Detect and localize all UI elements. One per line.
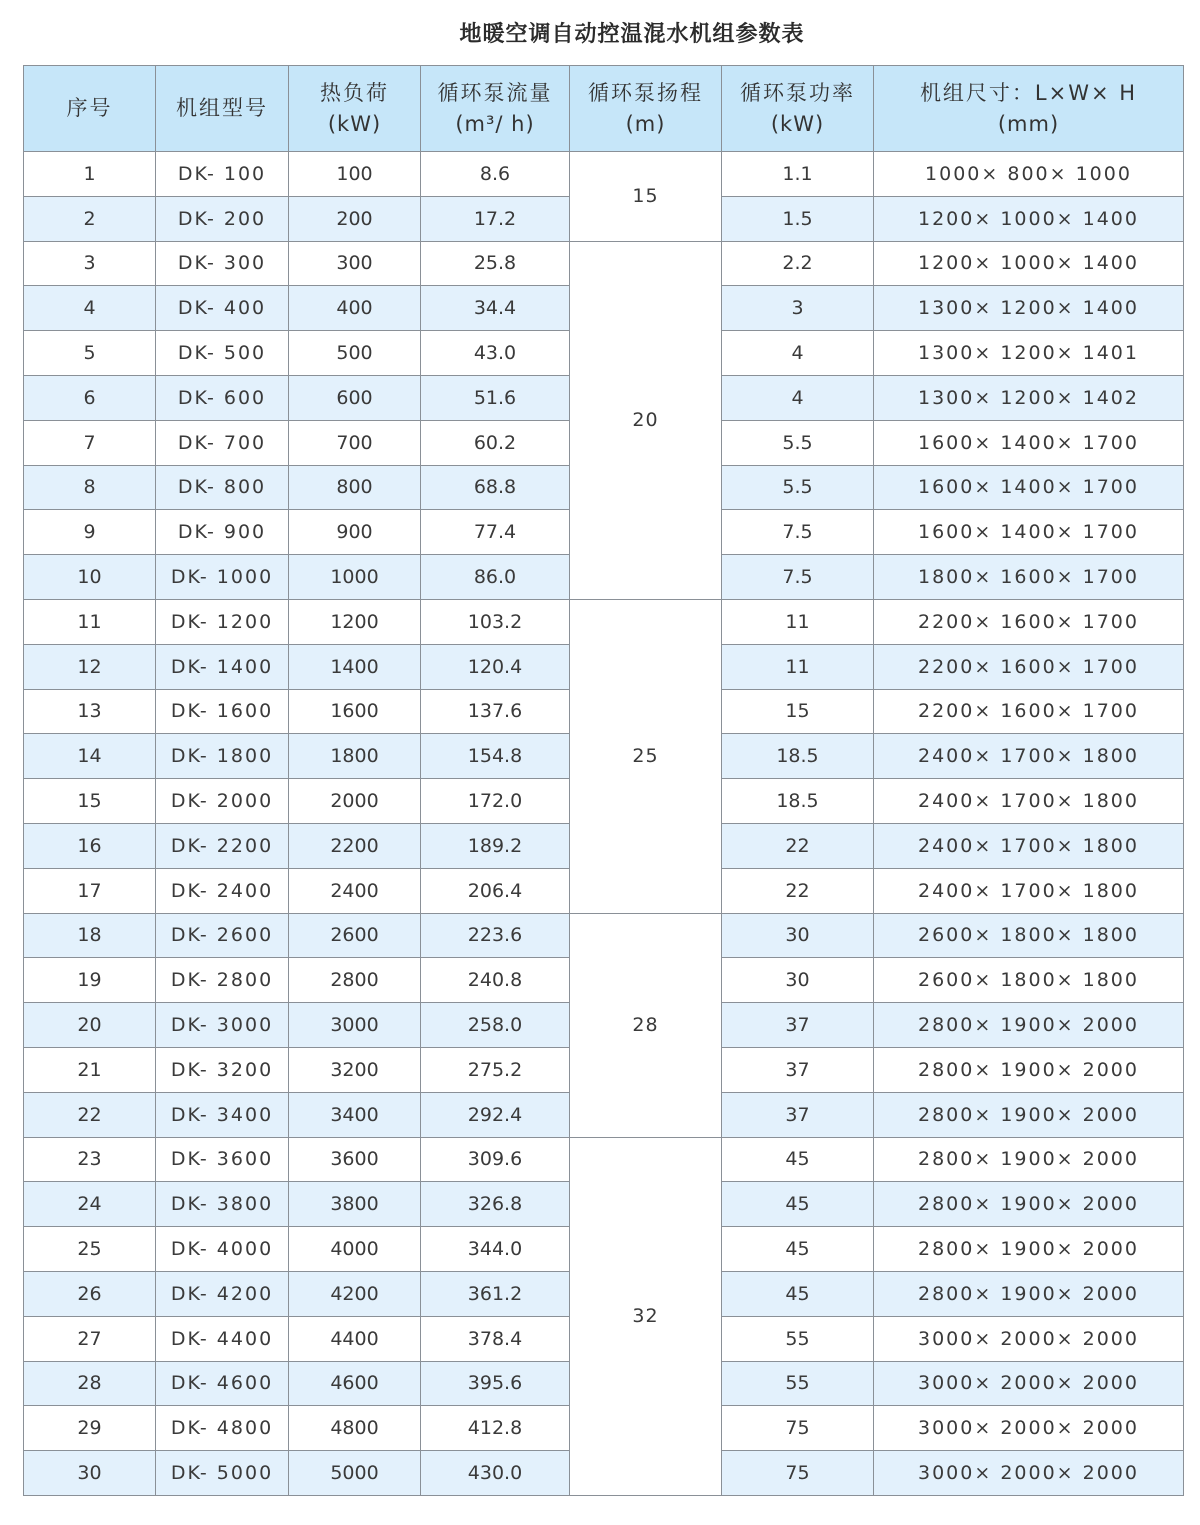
cell-power: 30	[722, 958, 874, 1003]
cell-flow: 103.2	[421, 599, 570, 644]
cell-heat-load: 4800	[289, 1406, 421, 1451]
cell-size: 1300× 1200× 1400	[874, 286, 1184, 331]
cell-index: 10	[24, 555, 156, 600]
cell-size: 2200× 1600× 1700	[874, 644, 1184, 689]
cell-power: 55	[722, 1316, 874, 1361]
cell-flow: 206.4	[421, 868, 570, 913]
cell-model: DK- 5000	[156, 1451, 289, 1496]
cell-model: DK- 2600	[156, 913, 289, 958]
cell-size: 2800× 1900× 2000	[874, 1227, 1184, 1272]
cell-index: 17	[24, 868, 156, 913]
cell-index: 30	[24, 1451, 156, 1496]
cell-heat-load: 2200	[289, 823, 421, 868]
cell-power: 37	[722, 1047, 874, 1092]
cell-power: 75	[722, 1451, 874, 1496]
cell-heat-load: 3800	[289, 1182, 421, 1227]
cell-model: DK- 200	[156, 196, 289, 241]
cell-heat-load: 1400	[289, 644, 421, 689]
cell-size: 2600× 1800× 1800	[874, 958, 1184, 1003]
cell-model: DK- 400	[156, 286, 289, 331]
cell-heat-load: 800	[289, 465, 421, 510]
cell-model: DK- 1600	[156, 689, 289, 734]
cell-model: DK- 4800	[156, 1406, 289, 1451]
cell-model: DK- 4200	[156, 1271, 289, 1316]
cell-heat-load: 1800	[289, 734, 421, 779]
cell-flow: 137.6	[421, 689, 570, 734]
cell-flow: 275.2	[421, 1047, 570, 1092]
cell-size: 2800× 1900× 2000	[874, 1047, 1184, 1092]
cell-size: 2800× 1900× 2000	[874, 1182, 1184, 1227]
cell-power: 45	[722, 1182, 874, 1227]
cell-model: DK- 600	[156, 375, 289, 420]
cell-power: 37	[722, 1092, 874, 1137]
cell-heat-load: 500	[289, 331, 421, 376]
cell-power: 5.5	[722, 420, 874, 465]
cell-size: 2200× 1600× 1700	[874, 599, 1184, 644]
cell-pump-head: 28	[570, 913, 722, 1137]
cell-index: 13	[24, 689, 156, 734]
cell-index: 24	[24, 1182, 156, 1227]
cell-heat-load: 400	[289, 286, 421, 331]
cell-heat-load: 200	[289, 196, 421, 241]
col-header-flow: 循环泵流量 (m³/ h)	[421, 66, 570, 152]
cell-power: 7.5	[722, 510, 874, 555]
cell-model: DK- 3200	[156, 1047, 289, 1092]
parameter-table	[23, 65, 1184, 1496]
cell-power: 45	[722, 1137, 874, 1182]
cell-heat-load: 1200	[289, 599, 421, 644]
cell-index: 28	[24, 1361, 156, 1406]
cell-power: 4	[722, 375, 874, 420]
cell-heat-load: 2600	[289, 913, 421, 958]
cell-index: 11	[24, 599, 156, 644]
cell-size: 1200× 1000× 1400	[874, 241, 1184, 286]
col-header-index: 序号	[24, 66, 156, 152]
cell-flow: 378.4	[421, 1316, 570, 1361]
cell-heat-load: 4600	[289, 1361, 421, 1406]
cell-power: 45	[722, 1271, 874, 1316]
cell-size: 2800× 1900× 2000	[874, 1092, 1184, 1137]
cell-index: 19	[24, 958, 156, 1003]
col-header-pump-head: 循环泵扬程 (m)	[570, 66, 722, 152]
cell-model: DK- 800	[156, 465, 289, 510]
cell-power: 18.5	[722, 779, 874, 824]
cell-model: DK- 500	[156, 331, 289, 376]
cell-size: 2400× 1700× 1800	[874, 823, 1184, 868]
cell-power: 45	[722, 1227, 874, 1272]
cell-flow: 326.8	[421, 1182, 570, 1227]
cell-power: 18.5	[722, 734, 874, 779]
cell-index: 26	[24, 1271, 156, 1316]
cell-index: 14	[24, 734, 156, 779]
cell-heat-load: 3200	[289, 1047, 421, 1092]
cell-flow: 8.6	[421, 152, 570, 197]
cell-index: 7	[24, 420, 156, 465]
cell-heat-load: 3400	[289, 1092, 421, 1137]
cell-flow: 172.0	[421, 779, 570, 824]
cell-index: 8	[24, 465, 156, 510]
cell-heat-load: 2800	[289, 958, 421, 1003]
cell-flow: 77.4	[421, 510, 570, 555]
cell-model: DK- 3400	[156, 1092, 289, 1137]
cell-model: DK- 1400	[156, 644, 289, 689]
cell-model: DK- 100	[156, 152, 289, 197]
cell-size: 2400× 1700× 1800	[874, 868, 1184, 913]
cell-size: 2800× 1900× 2000	[874, 1271, 1184, 1316]
cell-size: 2600× 1800× 1800	[874, 913, 1184, 958]
cell-flow: 154.8	[421, 734, 570, 779]
cell-index: 25	[24, 1227, 156, 1272]
cell-model: DK- 900	[156, 510, 289, 555]
cell-size: 1600× 1400× 1700	[874, 510, 1184, 555]
cell-power: 5.5	[722, 465, 874, 510]
cell-flow: 51.6	[421, 375, 570, 420]
cell-index: 23	[24, 1137, 156, 1182]
cell-index: 18	[24, 913, 156, 958]
table-title: 地暖空调自动控温混水机组参数表	[459, 22, 805, 47]
cell-pump-head: 32	[570, 1137, 722, 1495]
cell-power: 11	[722, 644, 874, 689]
cell-index: 20	[24, 1003, 156, 1048]
cell-power: 1.1	[722, 152, 874, 197]
cell-model: DK- 4600	[156, 1361, 289, 1406]
cell-index: 12	[24, 644, 156, 689]
cell-heat-load: 700	[289, 420, 421, 465]
cell-model: DK- 3800	[156, 1182, 289, 1227]
cell-model: DK- 2800	[156, 958, 289, 1003]
cell-model: DK- 700	[156, 420, 289, 465]
table-row	[24, 152, 1184, 197]
cell-power: 2.2	[722, 241, 874, 286]
table-row	[24, 913, 1184, 958]
cell-heat-load: 4000	[289, 1227, 421, 1272]
cell-size: 2400× 1700× 1800	[874, 779, 1184, 824]
cell-pump-head: 15	[570, 152, 722, 242]
cell-index: 21	[24, 1047, 156, 1092]
cell-power: 22	[722, 868, 874, 913]
cell-power: 7.5	[722, 555, 874, 600]
cell-flow: 43.0	[421, 331, 570, 376]
cell-power: 1.5	[722, 196, 874, 241]
cell-flow: 86.0	[421, 555, 570, 600]
cell-heat-load: 4400	[289, 1316, 421, 1361]
cell-flow: 430.0	[421, 1451, 570, 1496]
cell-heat-load: 900	[289, 510, 421, 555]
cell-pump-head: 25	[570, 599, 722, 913]
col-header-power: 循环泵功率 (kW)	[722, 66, 874, 152]
cell-model: DK- 4400	[156, 1316, 289, 1361]
cell-heat-load: 1000	[289, 555, 421, 600]
cell-index: 29	[24, 1406, 156, 1451]
cell-heat-load: 300	[289, 241, 421, 286]
cell-index: 2	[24, 196, 156, 241]
cell-flow: 412.8	[421, 1406, 570, 1451]
cell-flow: 395.6	[421, 1361, 570, 1406]
cell-index: 15	[24, 779, 156, 824]
cell-flow: 258.0	[421, 1003, 570, 1048]
cell-index: 16	[24, 823, 156, 868]
cell-flow: 240.8	[421, 958, 570, 1003]
col-header-heat-load: 热负荷 (kW)	[289, 66, 421, 152]
cell-heat-load: 3600	[289, 1137, 421, 1182]
cell-size: 3000× 2000× 2000	[874, 1361, 1184, 1406]
cell-heat-load: 600	[289, 375, 421, 420]
cell-size: 2400× 1700× 1800	[874, 734, 1184, 779]
cell-flow: 60.2	[421, 420, 570, 465]
cell-size: 3000× 2000× 2000	[874, 1451, 1184, 1496]
cell-flow: 120.4	[421, 644, 570, 689]
cell-index: 9	[24, 510, 156, 555]
cell-model: DK- 4000	[156, 1227, 289, 1272]
cell-heat-load: 3000	[289, 1003, 421, 1048]
cell-model: DK- 3000	[156, 1003, 289, 1048]
cell-size: 2200× 1600× 1700	[874, 689, 1184, 734]
cell-size: 3000× 2000× 2000	[874, 1316, 1184, 1361]
cell-size: 1600× 1400× 1700	[874, 465, 1184, 510]
cell-flow: 189.2	[421, 823, 570, 868]
cell-heat-load: 4200	[289, 1271, 421, 1316]
cell-heat-load: 5000	[289, 1451, 421, 1496]
cell-flow: 292.4	[421, 1092, 570, 1137]
cell-model: DK- 2200	[156, 823, 289, 868]
cell-power: 55	[722, 1361, 874, 1406]
cell-flow: 17.2	[421, 196, 570, 241]
cell-model: DK- 1000	[156, 555, 289, 600]
table-row	[24, 241, 1184, 286]
cell-flow: 344.0	[421, 1227, 570, 1272]
cell-size: 3000× 2000× 2000	[874, 1406, 1184, 1451]
cell-model: DK- 300	[156, 241, 289, 286]
cell-model: DK- 3600	[156, 1137, 289, 1182]
cell-model: DK- 2400	[156, 868, 289, 913]
cell-size: 1800× 1600× 1700	[874, 555, 1184, 600]
cell-heat-load: 2400	[289, 868, 421, 913]
cell-power: 75	[722, 1406, 874, 1451]
cell-power: 3	[722, 286, 874, 331]
cell-index: 27	[24, 1316, 156, 1361]
cell-model: DK- 1800	[156, 734, 289, 779]
table-row	[24, 1137, 1184, 1182]
col-header-size: 机组尺寸：L×W× H (mm)	[874, 66, 1184, 152]
col-header-model: 机组型号	[156, 66, 289, 152]
header-row	[24, 66, 1184, 152]
cell-size: 2800× 1900× 2000	[874, 1003, 1184, 1048]
table-row	[24, 599, 1184, 644]
cell-heat-load: 1600	[289, 689, 421, 734]
cell-size: 1600× 1400× 1700	[874, 420, 1184, 465]
cell-flow: 309.6	[421, 1137, 570, 1182]
cell-index: 4	[24, 286, 156, 331]
cell-power: 22	[722, 823, 874, 868]
cell-index: 22	[24, 1092, 156, 1137]
cell-size: 1300× 1200× 1402	[874, 375, 1184, 420]
cell-flow: 223.6	[421, 913, 570, 958]
cell-index: 5	[24, 331, 156, 376]
cell-pump-head: 20	[570, 241, 722, 599]
cell-power: 4	[722, 331, 874, 376]
table-body	[24, 152, 1184, 1496]
cell-model: DK- 1200	[156, 599, 289, 644]
cell-index: 1	[24, 152, 156, 197]
cell-flow: 25.8	[421, 241, 570, 286]
cell-power: 30	[722, 913, 874, 958]
cell-size: 1300× 1200× 1401	[874, 331, 1184, 376]
cell-index: 3	[24, 241, 156, 286]
cell-size: 2800× 1900× 2000	[874, 1137, 1184, 1182]
cell-heat-load: 100	[289, 152, 421, 197]
cell-size: 1000× 800× 1000	[874, 152, 1184, 197]
cell-heat-load: 2000	[289, 779, 421, 824]
cell-flow: 68.8	[421, 465, 570, 510]
cell-power: 37	[722, 1003, 874, 1048]
cell-power: 11	[722, 599, 874, 644]
cell-flow: 361.2	[421, 1271, 570, 1316]
cell-power: 15	[722, 689, 874, 734]
cell-flow: 34.4	[421, 286, 570, 331]
cell-model: DK- 2000	[156, 779, 289, 824]
cell-size: 1200× 1000× 1400	[874, 196, 1184, 241]
cell-index: 6	[24, 375, 156, 420]
